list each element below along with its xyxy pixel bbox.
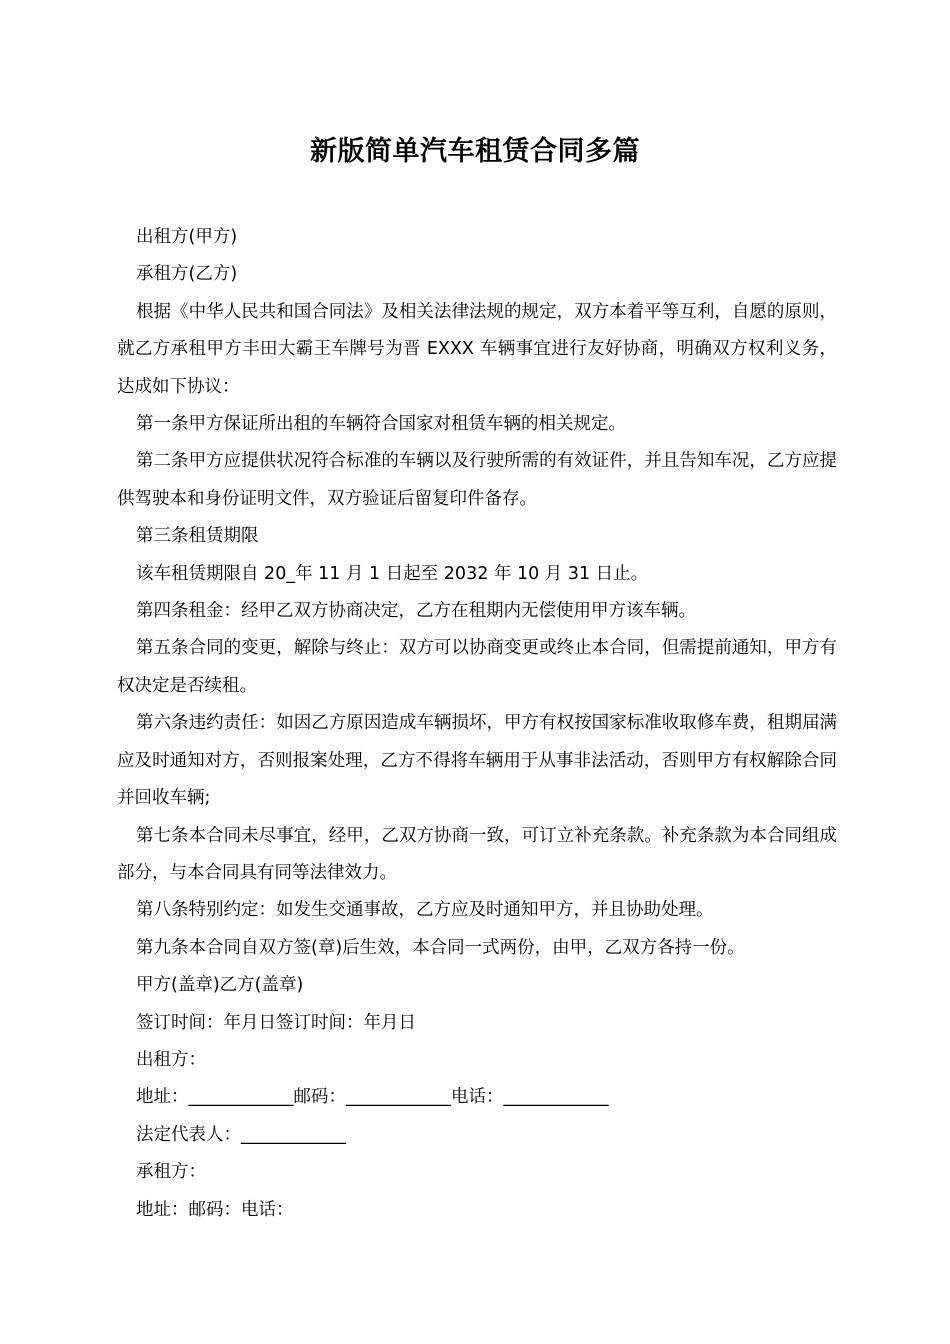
- document-body: [117, 219, 837, 1229]
- article-7-paragraph: 第七条本合同未尽事宜，经甲，乙双方协商一致，可订立补充条款。补充条款为本合同组成部分，与本合同具有同等法律效力。: [117, 825, 837, 883]
- lessee-party-line: 承租方(乙方): [136, 264, 238, 285]
- article-8-paragraph: 第八条特别约定：如发生交通事故，乙方应及时通知甲方，并且协助处理。: [136, 900, 714, 921]
- lessor-contact-line: 地址：____________邮码：____________电话：____________: [136, 1087, 609, 1108]
- article-6-paragraph: 第六条违约责任：如因乙方原因造成车辆损坏，甲方有权按国家标准收取修车费，租期届满应及时通知对方，否则报案处理，乙方不得将车辆用于从事非法活动，否则甲方有权解除合同并回收车辆;: [117, 713, 837, 809]
- article-9-paragraph: 第九条本合同自双方签(章)后生效，本合同一式两份，由甲，乙双方各持一份。: [136, 937, 745, 958]
- legal-representative-line: 法定代表人：____________: [136, 1124, 346, 1145]
- lessee-contact-line: 地址：邮码：电话：: [136, 1199, 294, 1220]
- lessor-label: 出租方：: [136, 1049, 206, 1070]
- lessor-party-line: 出租方(甲方): [136, 227, 238, 247]
- seal-line: 甲方(盖章)乙方(盖章): [136, 975, 304, 996]
- lease-term-paragraph: 该车租赁期限自 20_年 11 月 1 日起至 2032 年 10 月 31 日止。: [136, 563, 649, 584]
- preamble-paragraph: 根据《中华人民共和国合同法》及相关法律法规的规定，双方本着平等互利，自愿的原则，就乙方承租甲方丰田大霸王车牌号为晋 EXXX 车辆事宜进行友好协商，明确双方权利义务，达成如下协议：: [117, 301, 837, 397]
- article-1-paragraph: 第一条甲方保证所出租的车辆符合国家对租赁车辆的相关规定。: [136, 414, 626, 435]
- article-4-paragraph: 第四条租金：经甲乙双方协商决定，乙方在租期内无偿使用甲方该车辆。: [136, 601, 696, 622]
- document-title: 新版简单汽车租赁合同多篇: [310, 136, 640, 167]
- article-5-paragraph: 第五条合同的变更，解除与终止：双方可以协商变更或终止本合同，但需提前通知，甲方有权决定是否续租。: [117, 638, 837, 696]
- article-3-heading: 第三条租赁期限: [136, 526, 259, 547]
- signing-date-line: 签订时间：年月日签订时间：年月日: [136, 1012, 416, 1033]
- article-2-paragraph: 第二条甲方应提供状况符合标准的车辆以及行驶所需的有效证件，并且告知车况，乙方应提供驾驶本和身份证明文件，双方验证后留复印件备存。: [117, 451, 837, 509]
- lessee-label: 承租方：: [136, 1162, 206, 1183]
